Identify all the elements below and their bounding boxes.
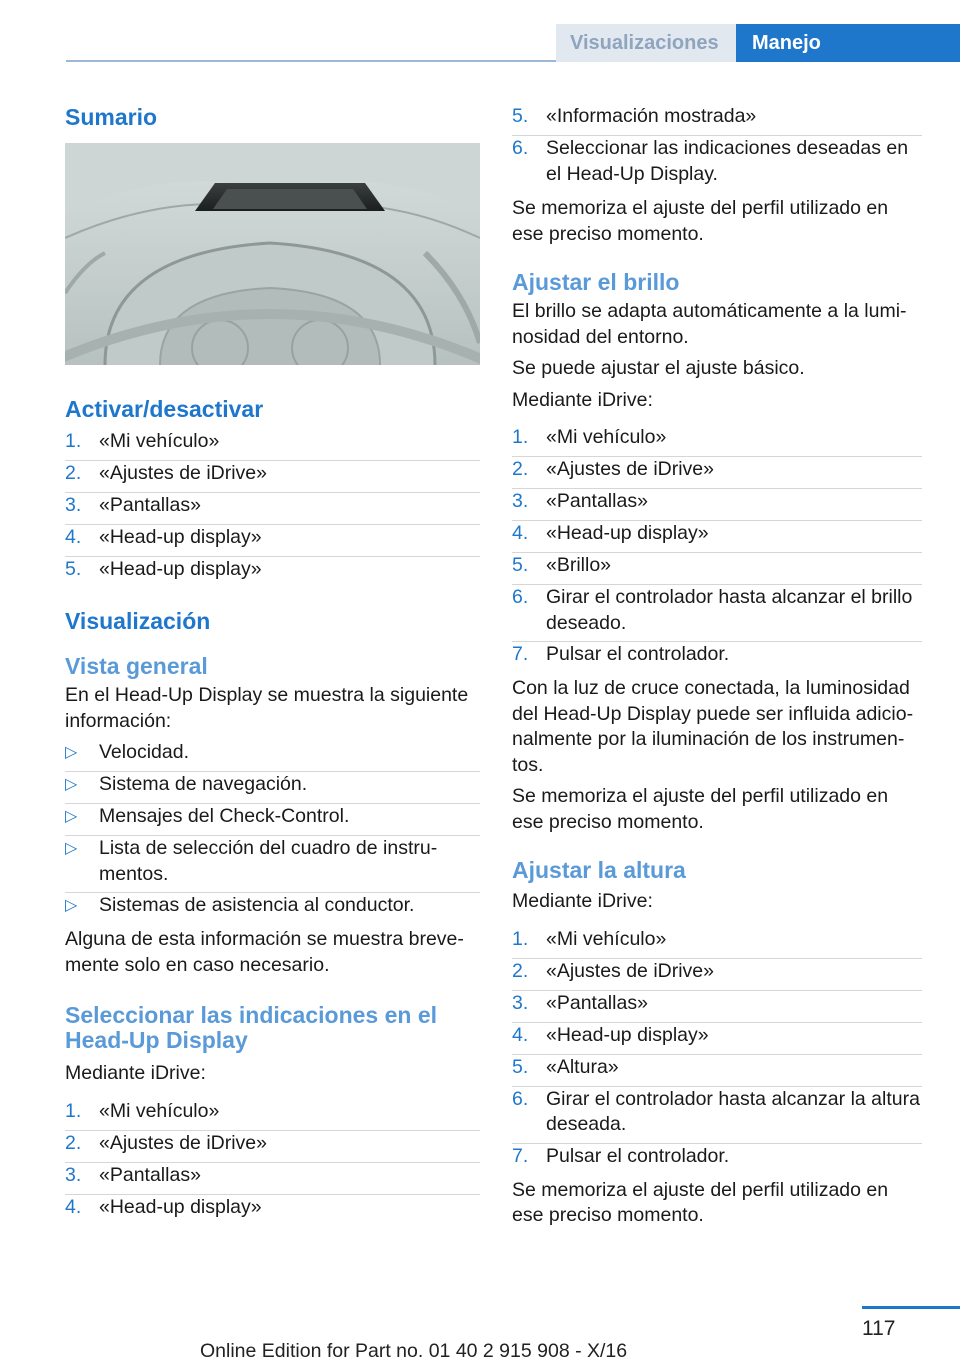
edition-note: Online Edition for Part no. 01 40 2 915 908 - X/16 [200,1340,628,1362]
memoriza-paragraph-1: Se memoriza el ajuste del perfil utilizado en ese preciso momento. [512,197,889,245]
brillo-note: Con la luz de cruce conectada, la luminosidad del Head-Up Display puede ser influida adicionalmente por la iluminación de los instrumentos. [512,677,914,776]
list-item: 7. Pulsar el controlador. [512,1143,922,1175]
heading-ajustar-brillo: Ajustar el brillo [512,269,680,295]
list-item: 3. «Pantallas» [512,488,922,520]
triangle-bullet-icon: ▷ [65,744,78,761]
after-bullets-paragraph: Alguna de esta información se muestra brevemente solo en caso necesario. [65,928,464,976]
altura-steps [512,927,922,1175]
heading-activar: Activar/desactivar [65,396,264,422]
list-item: 7. Pulsar el controlador. [512,641,922,673]
triangle-bullet-icon: ▷ [65,897,78,914]
vista-paragraph: En el Head-Up Display se muestra la siguiente información: [65,684,469,732]
footer-rule [862,1306,960,1309]
list-item: 1. «Mi vehículo» [512,927,667,950]
list-item: ▷ Mensajes del Check-Control. [65,803,480,835]
list-item: 5. «Brillo» [512,552,922,584]
info-bullets [65,740,480,924]
triangle-bullet-icon: ▷ [65,776,78,793]
list-item: 6. Seleccionar las indicaciones deseadas en el Head-Up Display. [512,135,922,192]
heading-seleccionar: Seleccionar las indicaciones en el Head-Up Display [65,1002,438,1053]
list-item: 2. «Ajustes de iDrive» [512,958,922,990]
heading-vista-general: Vista general [65,653,208,679]
list-item: 5. «Altura» [512,1054,922,1086]
triangle-bullet-icon: ▷ [65,808,78,825]
list-item: ▷ Lista de selección del cuadro de instrumentos. [65,835,480,892]
list-item: 2. «Ajustes de iDrive» [65,1130,480,1162]
brillo-intro: Mediante iDrive: [512,388,653,411]
dashboard-illustration [65,143,480,365]
list-item: 6. Girar el controlador hasta alcanzar el brillo deseado. [512,584,922,641]
heading-ajustar-altura: Ajustar la altura [512,857,686,883]
list-item: ▷ Velocidad. [65,740,480,771]
list-item: 4. «Head-up display» [65,1194,480,1226]
list-item: 4. «Head-up display» [65,524,480,556]
brillo-paragraph-1: El brillo se adapta automáticamente a la luminosidad del entorno. [512,300,907,348]
list-item: 4. «Head-up display» [512,1022,922,1054]
list-item: 1. «Mi vehículo» [512,426,667,448]
left-column [65,100,480,1226]
list-item: 2. «Ajustes de iDrive» [512,456,922,488]
memoriza-paragraph-2: Se memoriza el ajuste del perfil utilizado en ese preciso momento. [512,785,889,833]
seleccionar-intro: Mediante iDrive: [65,1062,206,1084]
triangle-bullet-icon: ▷ [65,840,78,857]
page-number: 117 [862,1317,896,1340]
header-section-tab [556,24,736,62]
list-item: 5. «Head-up display» [65,556,480,588]
heading-sumario: Sumario [65,104,158,130]
header-chapter-label: Manejo [752,32,821,54]
header-section-label: Visualizaciones [570,32,719,54]
altura-intro: Mediante iDrive: [512,890,653,912]
right-column [512,104,922,1229]
list-item: 3. «Pantallas» [65,1162,480,1194]
header-chapter-tab [736,24,960,62]
list-item: 6. Girar el controlador hasta alcanzar la altura deseada. [512,1086,922,1143]
brillo-paragraph-2: Se puede ajustar el ajuste básico. [512,357,805,379]
list-item: ▷ Sistemas de asistencia al conductor. [65,892,480,924]
list-item: 1. «Mi vehículo» [65,1099,220,1122]
heading-visualizacion: Visualización [65,608,211,634]
seleccionar-steps-continued [512,104,922,192]
list-item: 4. «Head-up display» [512,520,922,552]
activar-steps [65,429,480,588]
list-item: 3. «Pantallas» [65,492,480,524]
list-item: 1. «Mi vehículo» [65,430,220,452]
seleccionar-steps [65,1099,480,1226]
hud-dashboard-image [65,143,480,365]
brillo-steps [512,425,922,673]
list-item: 5. «Información mostrada» [512,105,757,127]
list-item: 2. «Ajustes de iDrive» [65,460,480,492]
memoriza-paragraph-3: Se memoriza el ajuste del perfil utilizado en ese preciso momento. [512,1178,889,1226]
list-item: ▷ Sistema de navegación. [65,771,480,803]
list-item: 3. «Pantallas» [512,990,922,1022]
